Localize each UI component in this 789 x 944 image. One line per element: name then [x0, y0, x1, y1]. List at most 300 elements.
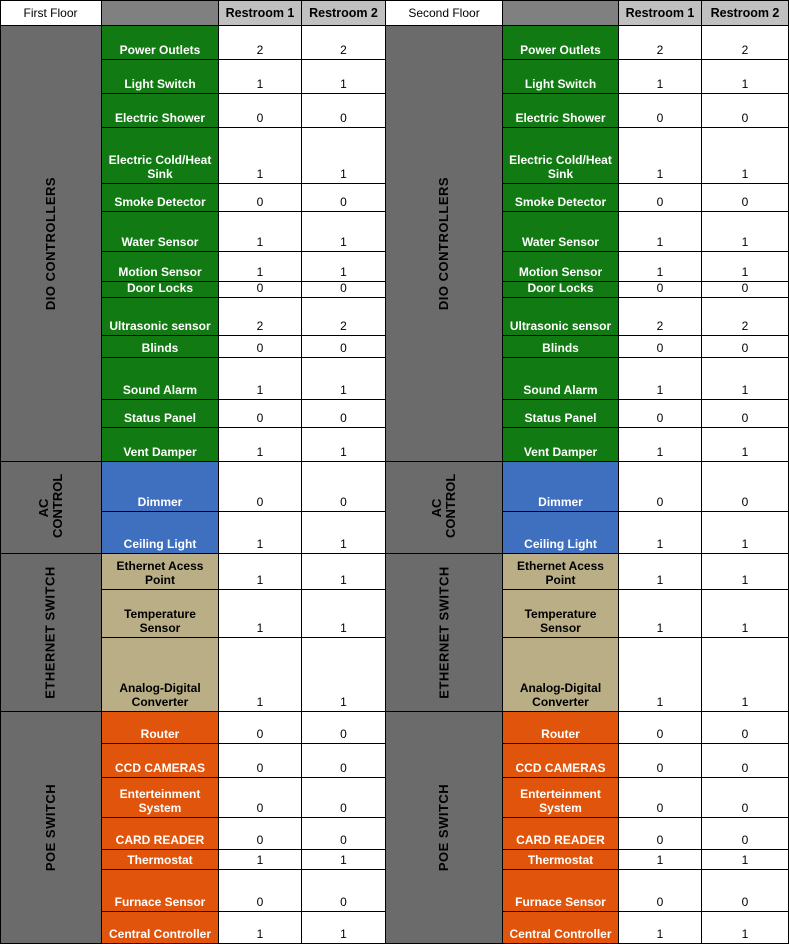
- restroom-2-count-cell[interactable]: [702, 512, 789, 554]
- restroom-1-count-cell[interactable]: [219, 462, 302, 512]
- restroom-2-count: 0: [741, 411, 749, 425]
- device-label-cell[interactable]: [102, 744, 219, 778]
- device-label-cell[interactable]: [503, 298, 619, 336]
- device-label-cell[interactable]: [503, 744, 619, 778]
- group-label-cell[interactable]: [386, 712, 503, 944]
- floor-title: First Floor: [23, 5, 78, 20]
- device-label-cell[interactable]: [503, 870, 619, 912]
- column-header-label: Restroom 2: [710, 5, 780, 20]
- group-label-text: AC CONTROL: [429, 473, 458, 538]
- restroom-1-count-cell[interactable]: [219, 400, 302, 428]
- restroom-1-count: 1: [256, 167, 264, 181]
- device-label-cell[interactable]: [503, 778, 619, 818]
- device-label-cell[interactable]: [503, 94, 619, 128]
- restroom-1-count: 2: [656, 319, 664, 333]
- restroom-1-count: 0: [656, 282, 664, 295]
- restroom-2-count-cell[interactable]: [702, 554, 789, 590]
- restroom-1-count-cell[interactable]: [219, 638, 302, 712]
- restroom-2-count: 0: [741, 727, 749, 741]
- restroom-1-count-cell[interactable]: [619, 912, 702, 944]
- restroom-2-count-cell[interactable]: [302, 26, 386, 60]
- restroom-1-count-cell[interactable]: [619, 870, 702, 912]
- restroom-1-count-cell[interactable]: [619, 94, 702, 128]
- restroom-2-count-cell[interactable]: [302, 94, 386, 128]
- restroom-2-count-cell[interactable]: [302, 554, 386, 590]
- device-label-cell[interactable]: [102, 590, 219, 638]
- device-label: CARD READER: [516, 833, 605, 847]
- restroom-1-count-cell[interactable]: [219, 590, 302, 638]
- restroom-2-count: 1: [741, 695, 749, 709]
- restroom-2-count-cell[interactable]: [302, 336, 386, 358]
- restroom-1-count-cell[interactable]: [219, 818, 302, 850]
- device-label-cell[interactable]: [102, 818, 219, 850]
- restroom-2-count-cell[interactable]: [702, 744, 789, 778]
- restroom-2-count: 1: [741, 445, 749, 459]
- restroom-1-count-cell[interactable]: [619, 712, 702, 744]
- floor-title-cell[interactable]: [0, 0, 102, 26]
- device-label-cell[interactable]: [102, 462, 219, 512]
- restroom-1-count-cell[interactable]: [219, 26, 302, 60]
- device-label: Ultrasonic sensor: [109, 319, 211, 333]
- restroom-2-count: 1: [340, 77, 347, 91]
- device-label-cell[interactable]: [102, 252, 219, 282]
- device-label: Ethernet Acess Point: [116, 559, 204, 587]
- restroom-2-count: 1: [741, 265, 749, 279]
- restroom-1-count: 1: [656, 927, 664, 941]
- device-label-cell[interactable]: [503, 512, 619, 554]
- device-label-cell[interactable]: [503, 850, 619, 870]
- restroom-1-count-cell[interactable]: [619, 744, 702, 778]
- restroom-2-count: 0: [340, 761, 347, 775]
- restroom-2-count: 1: [340, 265, 347, 279]
- restroom-2-count-cell[interactable]: [702, 590, 789, 638]
- device-label-cell[interactable]: [503, 212, 619, 252]
- column-header-restroom-2[interactable]: [302, 0, 386, 26]
- restroom-2-count-cell[interactable]: [302, 818, 386, 850]
- device-label: Analog-Digital Converter: [119, 681, 201, 709]
- restroom-1-count-cell[interactable]: [219, 712, 302, 744]
- group-label-cell[interactable]: [0, 554, 102, 712]
- restroom-2-count: 0: [340, 895, 347, 909]
- restroom-2-count-cell[interactable]: [702, 428, 789, 462]
- restroom-2-count: 1: [741, 853, 749, 867]
- restroom-2-count-cell[interactable]: [302, 252, 386, 282]
- device-label-cell[interactable]: [102, 778, 219, 818]
- floor-title: Second Floor: [408, 5, 480, 20]
- device-label-cell[interactable]: [503, 462, 619, 512]
- device-label-cell[interactable]: [503, 252, 619, 282]
- restroom-1-count: 0: [656, 761, 664, 775]
- restroom-1-count-cell[interactable]: [219, 778, 302, 818]
- device-label: Water Sensor: [522, 235, 599, 249]
- restroom-1-count: 1: [656, 853, 664, 867]
- restroom-2-count-cell[interactable]: [702, 870, 789, 912]
- restroom-2-count-cell[interactable]: [302, 282, 386, 298]
- restroom-1-count-cell[interactable]: [219, 60, 302, 94]
- restroom-1-count-cell[interactable]: [619, 512, 702, 554]
- device-label-cell[interactable]: [102, 336, 219, 358]
- device-label-cell[interactable]: [503, 26, 619, 60]
- device-label: Electric Cold/Heat Sink: [108, 153, 212, 181]
- restroom-1-count-cell[interactable]: [219, 184, 302, 212]
- restroom-1-count: 0: [256, 761, 264, 775]
- restroom-1-count-cell[interactable]: [219, 512, 302, 554]
- restroom-2-count: 0: [741, 111, 749, 125]
- restroom-1-count-cell[interactable]: [619, 818, 702, 850]
- restroom-1-count: 0: [656, 341, 664, 355]
- restroom-1-count-cell[interactable]: [619, 60, 702, 94]
- restroom-2-count: 0: [340, 111, 347, 125]
- group-label: ETHERNET SWITCH: [436, 566, 452, 699]
- restroom-2-count: 0: [340, 411, 347, 425]
- restroom-2-count-cell[interactable]: [702, 212, 789, 252]
- restroom-2-count: 0: [741, 833, 749, 847]
- restroom-2-count-cell[interactable]: [302, 912, 386, 944]
- restroom-2-count-cell[interactable]: [302, 870, 386, 912]
- restroom-2-count: 0: [340, 282, 347, 295]
- device-label-cell[interactable]: [503, 184, 619, 212]
- restroom-1-count: 1: [256, 853, 264, 867]
- device-label: Ethernet Acess Point: [517, 559, 604, 587]
- restroom-1-count-cell[interactable]: [619, 184, 702, 212]
- restroom-2-count-cell[interactable]: [302, 778, 386, 818]
- device-label-cell[interactable]: [503, 336, 619, 358]
- restroom-1-count-cell[interactable]: [619, 282, 702, 298]
- restroom-1-count-cell[interactable]: [619, 400, 702, 428]
- restroom-2-count: 1: [741, 383, 749, 397]
- device-label-cell[interactable]: [102, 400, 219, 428]
- restroom-1-count-cell[interactable]: [619, 428, 702, 462]
- restroom-1-count: 0: [656, 195, 664, 209]
- restroom-2-count-cell[interactable]: [702, 818, 789, 850]
- device-label-cell[interactable]: [102, 298, 219, 336]
- device-label-cell[interactable]: [102, 26, 219, 60]
- restroom-1-count: 1: [656, 235, 664, 249]
- restroom-1-count: 0: [656, 895, 664, 909]
- device-label-cell[interactable]: [503, 912, 619, 944]
- restroom-2-count-cell[interactable]: [702, 850, 789, 870]
- device-label: Vent Damper: [523, 445, 598, 459]
- restroom-1-count-cell[interactable]: [619, 336, 702, 358]
- restroom-1-count-cell[interactable]: [619, 554, 702, 590]
- group-label-text: AC CONTROL: [35, 473, 65, 538]
- device-label-cell[interactable]: [102, 358, 219, 400]
- group-label: DIO CONTROLLERS: [436, 176, 452, 311]
- restroom-2-count: 0: [340, 495, 347, 509]
- group-label-cell[interactable]: [386, 26, 503, 462]
- restroom-2-count-cell[interactable]: [302, 712, 386, 744]
- restroom-1-count: 0: [256, 801, 264, 815]
- floor-title-cell[interactable]: [386, 0, 503, 26]
- restroom-1-count-cell[interactable]: [219, 298, 302, 336]
- restroom-2-count: 0: [340, 727, 347, 741]
- device-label-cell[interactable]: [503, 638, 619, 712]
- restroom-2-count: 1: [340, 537, 347, 551]
- restroom-1-count-cell[interactable]: [619, 850, 702, 870]
- restroom-1-count-cell[interactable]: [619, 212, 702, 252]
- group-label: [35, 473, 65, 538]
- device-label: Thermostat: [527, 853, 594, 867]
- restroom-2-count-cell[interactable]: [702, 282, 789, 298]
- restroom-1-count: 1: [256, 445, 264, 459]
- restroom-1-count-cell[interactable]: [219, 94, 302, 128]
- device-label-cell[interactable]: [503, 428, 619, 462]
- restroom-1-count: 1: [256, 573, 264, 587]
- device-label: Smoke Detector: [114, 195, 206, 209]
- header-blank-cell[interactable]: [503, 0, 619, 26]
- device-label: Door Locks: [126, 282, 193, 295]
- grid-left-border: [0, 0, 1, 944]
- device-label: Thermostat: [127, 853, 193, 867]
- restroom-2-count: 1: [340, 695, 347, 709]
- restroom-2-count: 1: [741, 235, 749, 249]
- group-label-cell[interactable]: [0, 26, 102, 462]
- restroom-2-count-cell[interactable]: [302, 744, 386, 778]
- device-label: Ceiling Light: [524, 537, 597, 551]
- restroom-2-count: 0: [741, 801, 749, 815]
- restroom-1-count: 0: [656, 111, 664, 125]
- restroom-1-count: 1: [656, 695, 664, 709]
- restroom-1-count-cell[interactable]: [619, 638, 702, 712]
- restroom-2-count-cell[interactable]: [302, 512, 386, 554]
- device-label: Electric Shower: [114, 111, 206, 125]
- restroom-2-count-cell[interactable]: [702, 60, 789, 94]
- restroom-1-count-cell[interactable]: [219, 428, 302, 462]
- restroom-1-count: 1: [656, 621, 664, 635]
- restroom-1-count: 0: [256, 341, 264, 355]
- device-label: Ultrasonic sensor: [509, 319, 612, 333]
- restroom-1-count-cell[interactable]: [619, 462, 702, 512]
- restroom-2-count: 2: [340, 319, 347, 333]
- device-label: Analog-Digital Converter: [519, 681, 602, 709]
- restroom-2-count-cell[interactable]: [302, 590, 386, 638]
- restroom-1-count: 0: [256, 727, 264, 741]
- restroom-1-count-cell[interactable]: [619, 298, 702, 336]
- restroom-1-count: 1: [256, 537, 264, 551]
- restroom-2-count: 0: [741, 282, 749, 295]
- restroom-1-count: 1: [256, 927, 264, 941]
- restroom-1-count: 1: [656, 265, 664, 279]
- device-label: Light Switch: [124, 77, 196, 91]
- device-label-cell[interactable]: [102, 128, 219, 184]
- device-label-cell[interactable]: [102, 870, 219, 912]
- restroom-2-count: 2: [741, 319, 749, 333]
- restroom-2-count: 0: [741, 195, 749, 209]
- restroom-1-count-cell[interactable]: [619, 26, 702, 60]
- restroom-2-count-cell[interactable]: [702, 94, 789, 128]
- restroom-1-count: 1: [656, 573, 664, 587]
- device-label-cell[interactable]: [102, 60, 219, 94]
- restroom-1-count-cell[interactable]: [619, 778, 702, 818]
- restroom-2-count-cell[interactable]: [702, 298, 789, 336]
- restroom-1-count: 0: [656, 727, 664, 741]
- restroom-2-count: 2: [741, 43, 749, 57]
- restroom-2-count-cell[interactable]: [302, 638, 386, 712]
- device-label-cell[interactable]: [503, 590, 619, 638]
- restroom-1-count-cell[interactable]: [219, 128, 302, 184]
- restroom-2-count: 1: [340, 445, 347, 459]
- restroom-1-count: 0: [256, 895, 264, 909]
- restroom-2-count-cell[interactable]: [302, 850, 386, 870]
- restroom-1-count-cell[interactable]: [219, 554, 302, 590]
- restroom-1-count: 0: [656, 495, 664, 509]
- group-label: [429, 473, 458, 538]
- device-label: Status Panel: [524, 411, 597, 425]
- device-label-cell[interactable]: [102, 184, 219, 212]
- restroom-2-count-cell[interactable]: [302, 358, 386, 400]
- device-label-cell[interactable]: [102, 512, 219, 554]
- restroom-1-count-cell[interactable]: [219, 912, 302, 944]
- device-label-cell[interactable]: [102, 912, 219, 944]
- restroom-1-count: 1: [656, 167, 664, 181]
- restroom-2-count-cell[interactable]: [702, 712, 789, 744]
- device-label-cell[interactable]: [102, 212, 219, 252]
- restroom-2-count-cell[interactable]: [302, 212, 386, 252]
- restroom-2-count-cell[interactable]: [702, 184, 789, 212]
- device-label-cell[interactable]: [503, 282, 619, 298]
- device-label-cell[interactable]: [102, 850, 219, 870]
- restroom-1-count: 0: [256, 282, 264, 295]
- restroom-2-count-cell[interactable]: [302, 184, 386, 212]
- restroom-1-count-cell[interactable]: [219, 282, 302, 298]
- device-label-cell[interactable]: [102, 94, 219, 128]
- group-label-cell[interactable]: [386, 554, 503, 712]
- header-blank-cell[interactable]: [102, 0, 219, 26]
- restroom-2-count-cell[interactable]: [702, 358, 789, 400]
- restroom-2-count: 1: [741, 77, 749, 91]
- restroom-1-count-cell[interactable]: [619, 590, 702, 638]
- restroom-2-count-cell[interactable]: [702, 400, 789, 428]
- device-label: Power Outlets: [119, 43, 201, 57]
- restroom-2-count: 0: [741, 495, 749, 509]
- restroom-1-count: 0: [656, 411, 664, 425]
- column-header-restroom-1[interactable]: [219, 0, 302, 26]
- restroom-1-count-cell[interactable]: [619, 252, 702, 282]
- restroom-2-count: 0: [340, 801, 347, 815]
- restroom-2-count: 2: [340, 43, 347, 57]
- group-label: POE SWITCH: [43, 783, 58, 872]
- device-label-cell[interactable]: [503, 554, 619, 590]
- restroom-2-count: 0: [340, 833, 347, 847]
- restroom-2-count-cell[interactable]: [702, 778, 789, 818]
- restroom-2-count-cell[interactable]: [702, 128, 789, 184]
- restroom-2-count: 1: [741, 621, 749, 635]
- restroom-1-count: 0: [256, 111, 264, 125]
- restroom-2-count: 1: [741, 537, 749, 551]
- device-label: Central Controller: [108, 927, 211, 941]
- group-label: DIO CONTROLLERS: [43, 176, 59, 311]
- restroom-1-count: 1: [656, 445, 664, 459]
- device-label: Enterteinment System: [520, 787, 601, 815]
- group-label: ETHERNET SWITCH: [43, 566, 59, 699]
- restroom-2-count: 0: [741, 895, 749, 909]
- restroom-1-count-cell[interactable]: [219, 212, 302, 252]
- restroom-1-count-cell[interactable]: [219, 358, 302, 400]
- restroom-1-count: 2: [656, 43, 664, 57]
- restroom-1-count-cell[interactable]: [619, 128, 702, 184]
- restroom-2-count-cell[interactable]: [302, 60, 386, 94]
- restroom-2-count-cell[interactable]: [702, 336, 789, 358]
- device-label-cell[interactable]: [503, 400, 619, 428]
- restroom-2-count: 0: [741, 761, 749, 775]
- restroom-2-count-cell[interactable]: [702, 462, 789, 512]
- device-label: CCD CAMERAS: [115, 761, 205, 775]
- restroom-1-count: 2: [256, 43, 264, 57]
- device-label-cell[interactable]: [503, 128, 619, 184]
- restroom-2-count-cell[interactable]: [702, 638, 789, 712]
- restroom-2-count: 1: [340, 383, 347, 397]
- restroom-1-count-cell[interactable]: [219, 870, 302, 912]
- column-header-restroom-1[interactable]: [619, 0, 702, 26]
- device-label-cell[interactable]: [102, 554, 219, 590]
- device-label-cell[interactable]: [102, 428, 219, 462]
- restroom-1-count: 2: [256, 319, 264, 333]
- restroom-1-count-cell[interactable]: [219, 850, 302, 870]
- device-label: CCD CAMERAS: [515, 761, 606, 775]
- device-label: Enterteinment System: [119, 787, 201, 815]
- group-label-cell[interactable]: [0, 712, 102, 944]
- restroom-1-count: 0: [256, 833, 264, 847]
- restroom-2-count: 1: [340, 235, 347, 249]
- device-label: Electric Shower: [515, 111, 606, 125]
- restroom-1-count: 0: [656, 833, 664, 847]
- restroom-2-count-cell[interactable]: [302, 128, 386, 184]
- restroom-2-count-cell[interactable]: [302, 462, 386, 512]
- device-label: Blinds: [141, 341, 179, 355]
- device-label: Dimmer: [538, 495, 583, 509]
- restroom-2-count-cell[interactable]: [702, 252, 789, 282]
- device-label: Sound Alarm: [523, 383, 598, 397]
- device-label: Blinds: [542, 341, 579, 355]
- restroom-1-count: 0: [256, 411, 264, 425]
- restroom-2-count: 0: [340, 341, 347, 355]
- restroom-1-count-cell[interactable]: [219, 336, 302, 358]
- restroom-2-count-cell[interactable]: [702, 912, 789, 944]
- restroom-1-count-cell[interactable]: [219, 252, 302, 282]
- device-label: Electric Cold/Heat Sink: [509, 153, 612, 181]
- restroom-2-count-cell[interactable]: [302, 428, 386, 462]
- device-label-cell[interactable]: [102, 638, 219, 712]
- column-header-restroom-2[interactable]: [702, 0, 789, 26]
- column-header-label: Restroom 2: [309, 5, 378, 20]
- restroom-1-count-cell[interactable]: [619, 358, 702, 400]
- restroom-1-count: 1: [256, 383, 264, 397]
- restroom-2-count-cell[interactable]: [302, 298, 386, 336]
- restroom-2-count-cell[interactable]: [302, 400, 386, 428]
- device-label: Status Panel: [123, 411, 197, 425]
- device-label: Door Locks: [527, 282, 594, 295]
- device-label-cell[interactable]: [503, 712, 619, 744]
- device-label-cell[interactable]: [503, 358, 619, 400]
- group-label-cell[interactable]: [0, 462, 102, 554]
- restroom-1-count: 1: [256, 265, 264, 279]
- column-header-label: Restroom 1: [225, 5, 295, 20]
- restroom-1-count-cell[interactable]: [219, 744, 302, 778]
- column-header-label: Restroom 1: [625, 5, 695, 20]
- device-label-cell[interactable]: [503, 60, 619, 94]
- device-label-cell[interactable]: [503, 818, 619, 850]
- restroom-2-count: 1: [741, 927, 749, 941]
- device-label: Smoke Detector: [514, 195, 607, 209]
- restroom-1-count: 1: [656, 383, 664, 397]
- restroom-2-count-cell[interactable]: [702, 26, 789, 60]
- device-label-cell[interactable]: [102, 712, 219, 744]
- group-label-cell[interactable]: [386, 462, 503, 554]
- device-label: Dimmer: [137, 495, 183, 509]
- restroom-2-count: 1: [741, 573, 749, 587]
- device-label-cell[interactable]: [102, 282, 219, 298]
- restroom-1-count: 1: [256, 77, 264, 91]
